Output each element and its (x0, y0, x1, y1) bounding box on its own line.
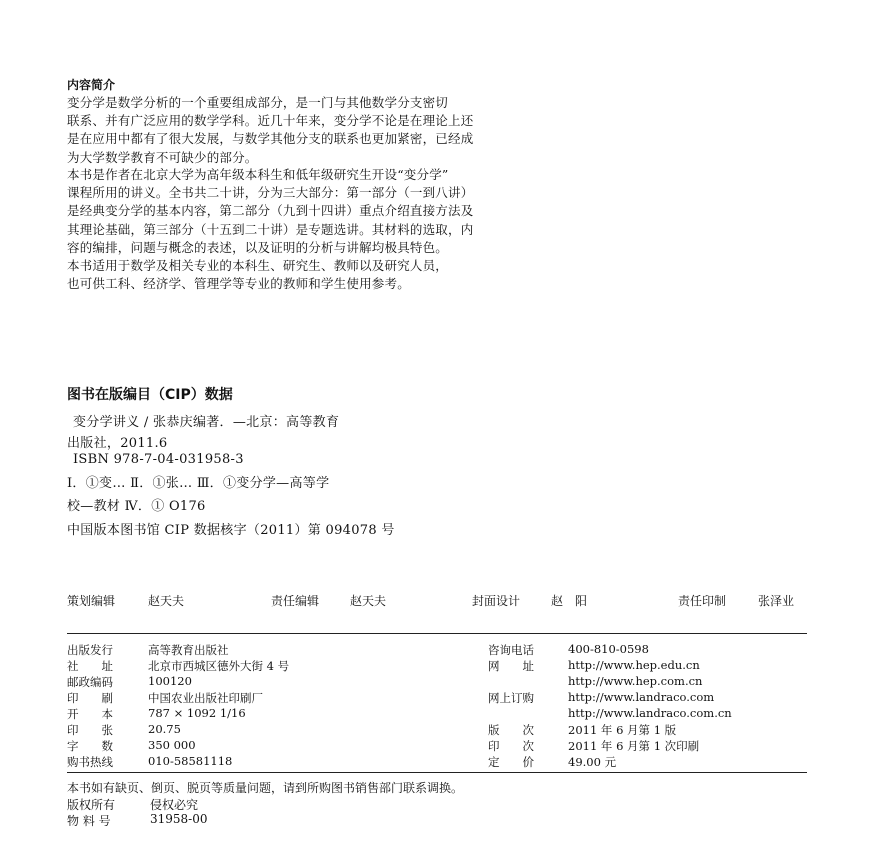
pub-value: http://www.landraco.com (568, 690, 715, 704)
pub-label: 网上订购 (488, 691, 534, 705)
pub-value: 20.75 (148, 722, 181, 736)
pub-value: 2011 年 6 月第 1 版 (568, 723, 677, 737)
rights-label: 版权所有 (67, 798, 116, 812)
staff-editor-label: 责任编辑 (271, 594, 320, 608)
cip-line-publisher: 出版社，2011.6 (67, 436, 168, 451)
pub-label: 社 址 (67, 659, 113, 673)
intro-text: 本书适用于数学及相关专业的本科生、研究生、教师以及研究人员， 也可供工科、经济学、管理学等专业的教师和学生使用参考。 (67, 258, 449, 292)
pub-label: 开 本 (67, 707, 113, 721)
staff-planning-label: 策划编辑 (67, 594, 116, 608)
staff-planning-name: 赵天夫 (148, 594, 185, 608)
pub-label: 定 价 (488, 755, 534, 769)
intro-text: 本书是作者在北京大学为高年级本科生和低年级研究生开设“变分学” 课程所用的讲义。全书共二十讲，分为三大部分：第一部分（一到八讲） 是经典变分学的基本内容，第二部分（九到十四讲）重点介绍直接方法及 其理论基础，第三部分（十五到二十讲）是专题选讲。其材料的选取，内 容的编排，问题与概念的表述，以及证明的分析与讲解均极具特色。 (67, 167, 474, 255)
cip-line-subjects: Ⅰ．①变… Ⅱ．①张… Ⅲ．①变分学—高等学 (67, 476, 330, 491)
cip-line-classification: 校—教材 Ⅳ．① O176 (67, 499, 206, 514)
pub-label: 出版发行 (67, 643, 113, 657)
pub-value: 350 000 (148, 738, 196, 752)
pub-value: 100120 (148, 674, 192, 688)
staff-cover-label: 封面设计 (472, 594, 521, 608)
material-value: 31958-00 (150, 812, 208, 826)
staff-print-name: 张泽业 (758, 594, 795, 608)
staff-editor-name: 赵天夫 (350, 594, 387, 608)
pub-label: 版 次 (488, 723, 534, 737)
pub-label: 邮政编码 (67, 675, 113, 689)
rights-value: 侵权必究 (150, 798, 199, 812)
pub-value: 高等教育出版社 (148, 643, 229, 657)
pub-value: 400-810-0598 (568, 642, 649, 656)
cip-line-title: 变分学讲义 / 张恭庆编著．—北京：高等教育 (73, 415, 340, 430)
pub-value: 787 × 1092 1/16 (148, 706, 246, 720)
top-divider (67, 633, 807, 634)
pub-label: 网 址 (488, 659, 534, 673)
material-label: 物 料 号 (67, 814, 111, 828)
pub-value: 2011 年 6 月第 1 次印刷 (568, 739, 700, 753)
pub-label: 印 次 (488, 739, 534, 753)
pub-value: http://www.landraco.com.cn (568, 706, 732, 720)
pub-value: http://www.hep.com.cn (568, 674, 703, 688)
cip-title: 图书在版编目（CIP）数据 (67, 387, 233, 403)
staff-cover-name: 赵 阳 (551, 594, 588, 608)
intro-paragraph-3 (67, 257, 587, 293)
pub-label: 印 刷 (67, 691, 113, 705)
cip-line-isbn: ISBN 978-7-04-031958-3 (73, 452, 244, 467)
pub-label: 购书热线 (67, 755, 113, 769)
quality-notice: 本书如有缺页、倒页、脱页等质量问题，请到所购图书销售部门联系调换。 (67, 781, 464, 795)
intro-heading: 内容简介 (67, 78, 116, 92)
cip-line-record-number: 中国版本图书馆 CIP 数据核字（2011）第 094078 号 (67, 523, 395, 538)
pub-value: 北京市西城区德外大街 4 号 (148, 659, 290, 673)
intro-text: 变分学是数学分析的一个重要组成部分，是一门与其他数学分支密切 联系、并有广泛应用的数学学科。近几十年来，变分学不论是在理论上还 是在应用中都有了很大发展，与数学其他分支的联系也更加紧密，已经成 为大学数学教育不可缺少的部分。 (67, 95, 474, 165)
pub-value: 010-58581118 (148, 754, 233, 768)
pub-label: 咨询电话 (488, 643, 534, 657)
intro-paragraph-1 (67, 94, 587, 167)
pub-value: http://www.hep.edu.cn (568, 658, 700, 672)
bottom-divider (67, 772, 807, 773)
staff-print-label: 责任印制 (678, 594, 727, 608)
pub-label: 字 数 (67, 739, 113, 753)
pub-label: 印 张 (67, 723, 113, 737)
pub-value: 中国农业出版社印刷厂 (148, 691, 263, 705)
pub-value: 49.00 元 (568, 755, 617, 769)
intro-paragraph-2 (67, 166, 587, 257)
